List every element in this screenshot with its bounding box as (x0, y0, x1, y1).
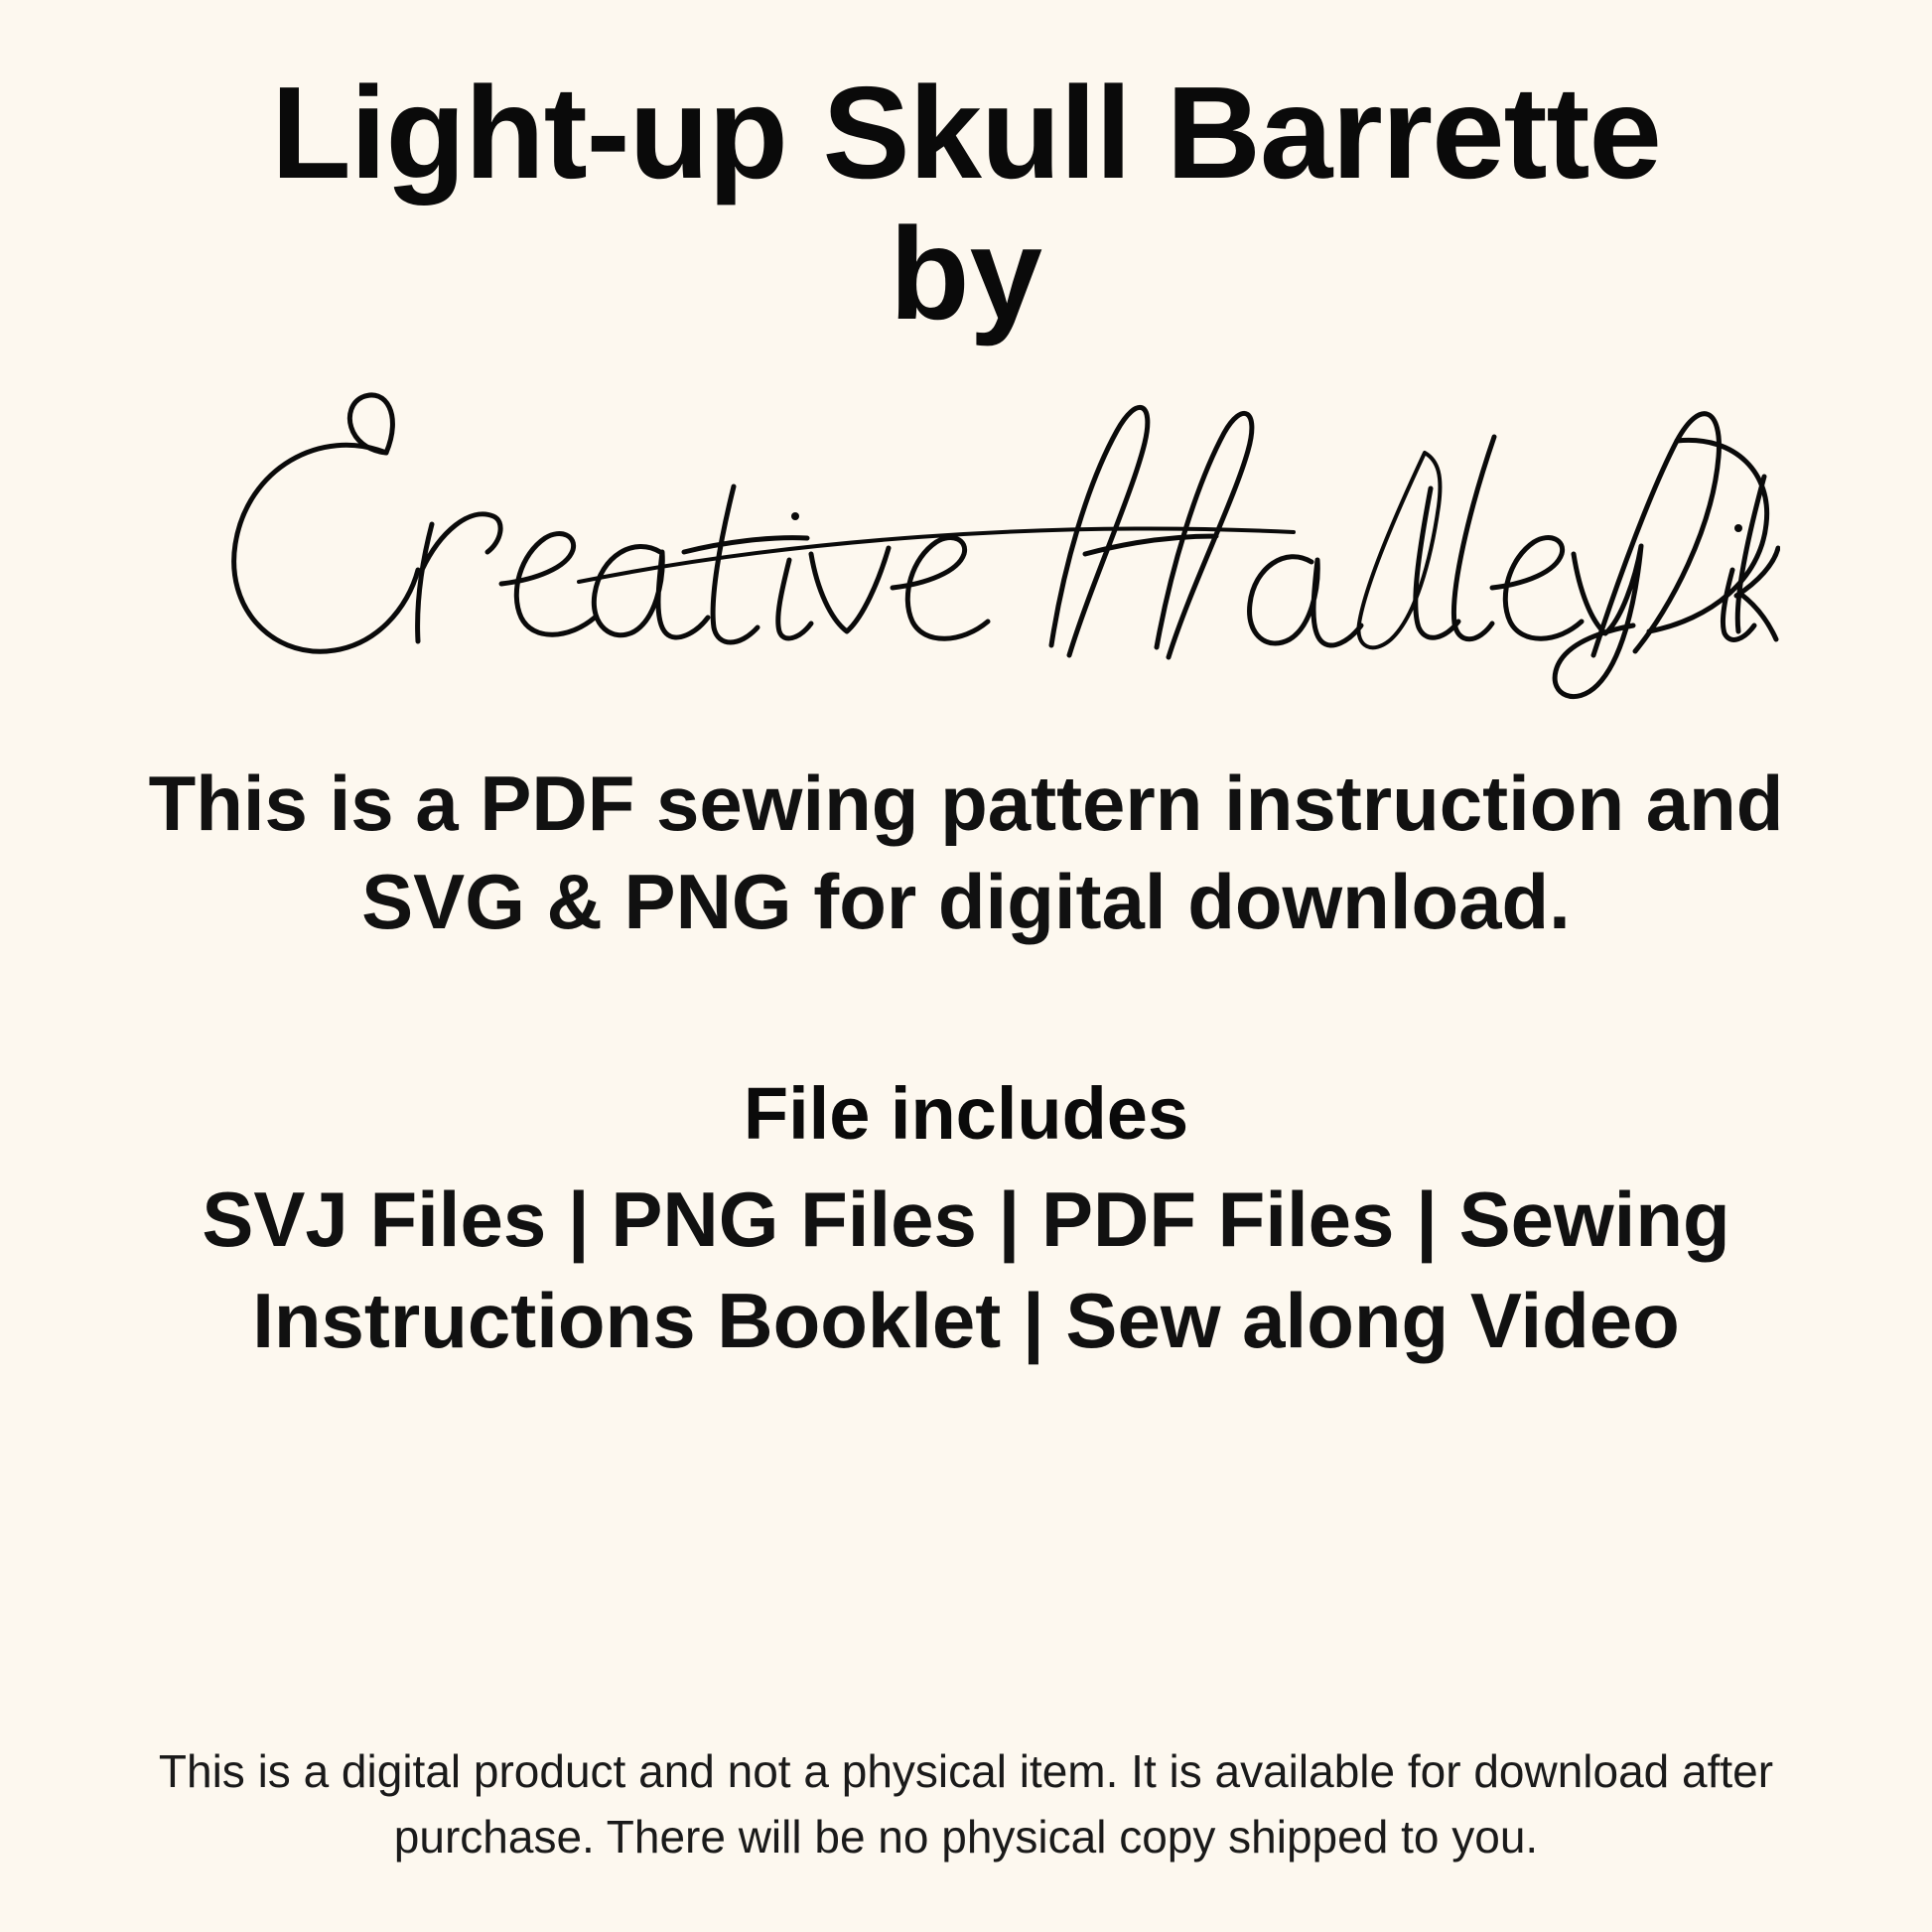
description-line-1: This is a PDF sewing pattern instruction and (148, 759, 1784, 847)
page-title: Light-up Skull Barrette (271, 60, 1661, 206)
description-line-2: SVG & PNG for digital download. (361, 858, 1571, 946)
title-block (69, 60, 1863, 347)
byline-word: by (889, 200, 1043, 346)
brand-signature (69, 357, 1863, 715)
product-description (102, 755, 1830, 953)
file-includes-heading: File includes (743, 1072, 1189, 1156)
file-includes-list: SVJ Files | PNG Files | PDF Files | Sewing Instructions Booklet | Sew along Video (202, 1175, 1730, 1364)
digital-product-disclaimer: This is a digital product and not a physical item. It is available for download after purchase. There will be no physical copy shipped to you. (158, 1744, 1774, 1863)
